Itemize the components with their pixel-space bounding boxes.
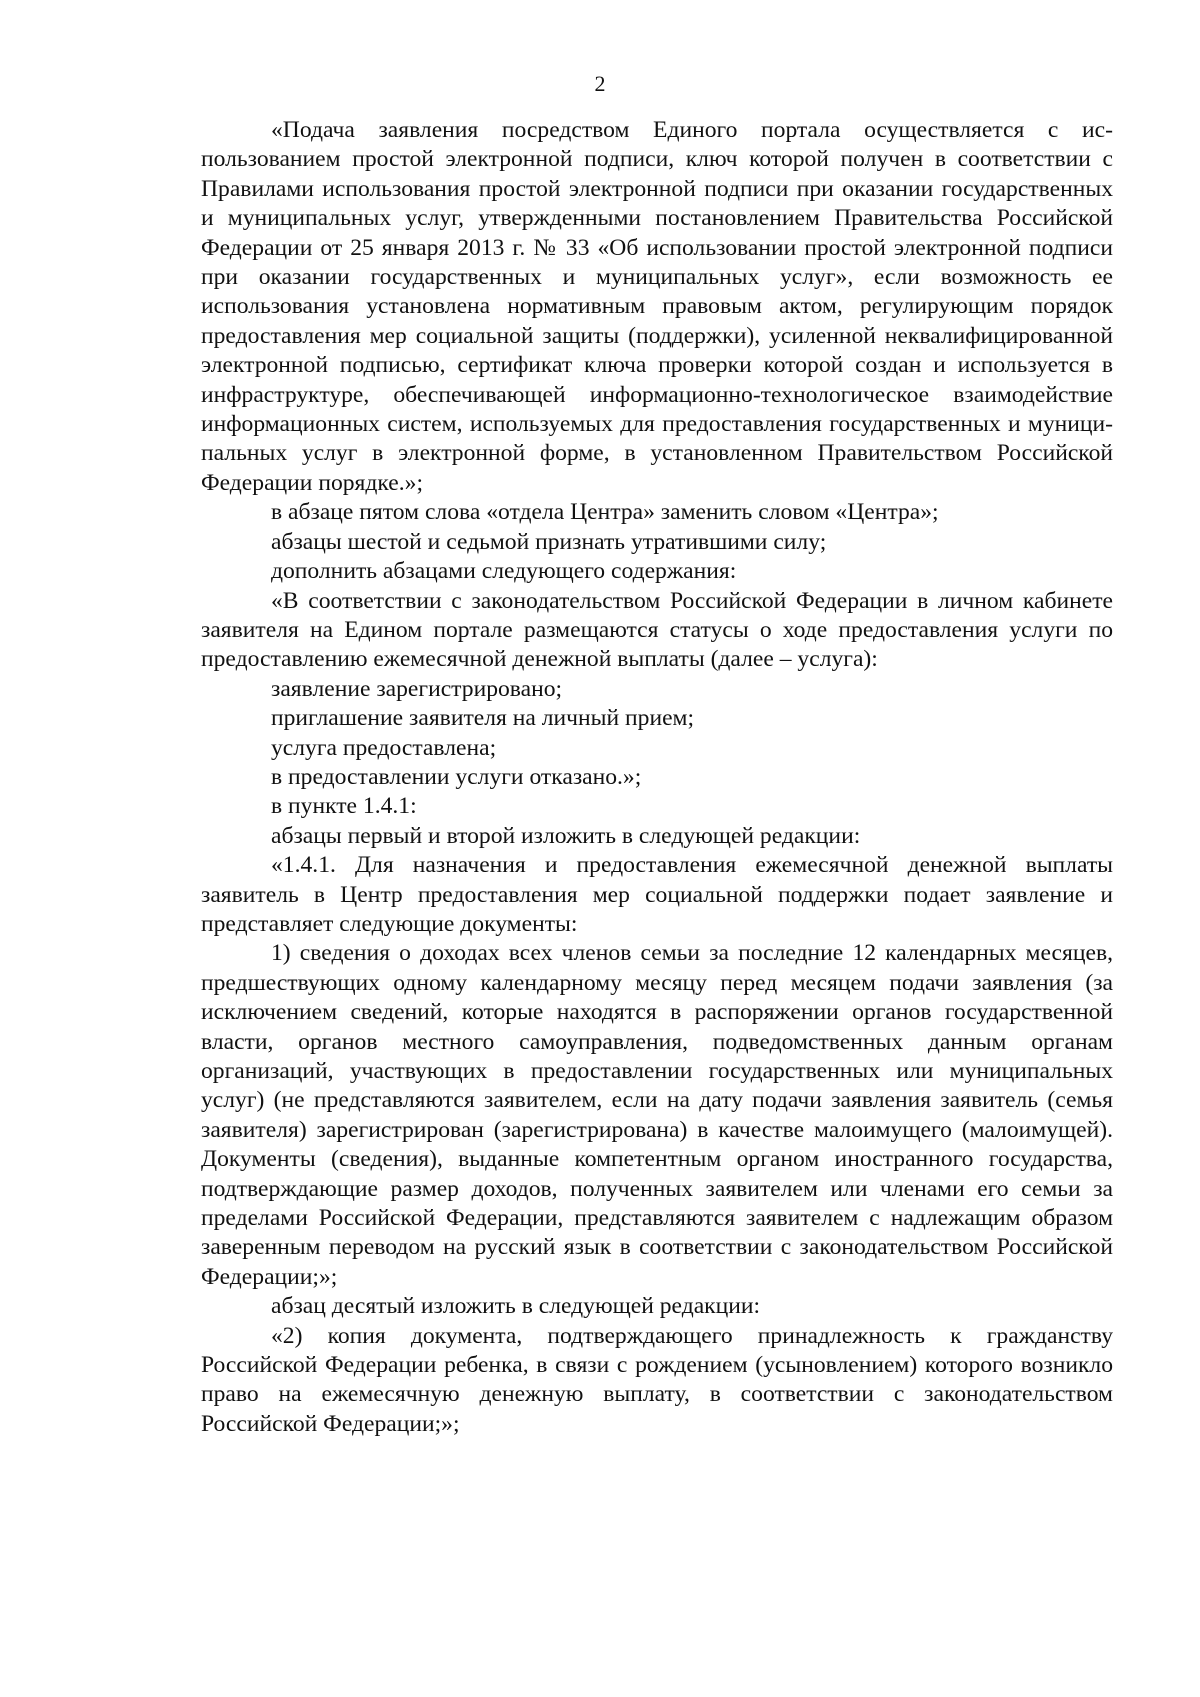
paragraph-amend-tenth: абзац десятый изложить в следующей редакции:	[271, 1293, 761, 1320]
status-item-invitation: приглашение заявителя на личный прием;	[271, 705, 695, 732]
paragraph-electronic-signature: «Подача заявления посредством Единого портала осуществляется с использованием простой электронной подписи, ключ которой получен в соответствии с Правилами использования простой электронной подписи при оказании государственных и муниципальных услуг, утвержденными постановлением Правительства Российской Федерации от 25 января 2013 г. № 33 «Об использовании простой электронной подписи при оказании государственных и муниципальных услуг», если возможность ее использования установлена нормативным правовым актом, регулирующим порядок предоставления мер социальной защиты (поддержки), усиленной неквалифицированной электронной подписью, сертификат ключа проверки которой создан и используется в инфраструктуре, обеспечивающей информационно-технологическое взаимодействие информационных систем, используемых для предоставления государственных и муниципальных услуг в электронной форме, в установленном Правительством Российской Федерации порядке.»;	[201, 117, 1113, 496]
paragraph-supplement: дополнить абзацами следующего содержания:	[271, 558, 737, 585]
paragraph-income-info: 1) сведения о доходах всех членов семьи за последние 12 календарных месяцев, предшествующих одному календарному месяцу перед месяцем подачи заявления (за исключением сведений, которые находятся в распоряжении органов государственной власти, органов местного самоуправления, подведомственных данным органам организаций, участвующих в предоставлении государственных или муниципальных услуг) (не представляются заявителем, если на дату подачи заявления заявитель (семья заявителя) зарегистрирован (зарегистрирована) в качестве малоимущего (малоимущей). Документы (сведения), выданные компетентным органом иностранного государства, подтверждающие размер доходов, полученных заявителем или членами его семьи за пределами Российской Федерации, представляются заявителем с надлежащим образом заверенным переводом на русский язык в соответствии с законодательством Российской Федерации;»;	[201, 940, 1113, 1290]
paragraph-amend-fifth: в абзаце пятом слова «отдела Центра» заменить словом «Центра»;	[271, 499, 939, 526]
document-body	[201, 116, 1113, 1439]
paragraph-amend-first-second: абзацы первый и второй изложить в следующей редакции:	[271, 822, 861, 849]
status-item-refused: в предоставлении услуги отказано.»;	[271, 763, 642, 790]
paragraph-statuses-intro: «В соответствии с законодательством Российской Федерации в личном кабинете заявителя на Едином портале размещаются статусы о ходе предоставления услуги по предоставлению ежемесячной денежной выплаты (далее – услуга):	[201, 587, 1113, 673]
page-number: 2	[594, 71, 606, 96]
paragraph-citizenship-doc: «2) копия документа, подтверждающего принадлежность к гражданству Российской Федерации ребенка, в связи с рождением (усыновлением) которого возникло право на ежемесячную денежную выплату, в соответствии с законодательством Российской Федерации;»;	[201, 1322, 1113, 1437]
paragraph-clause-reference: в пункте 1.4.1:	[271, 793, 417, 820]
status-item-provided: услуга предоставлена;	[271, 734, 497, 761]
status-item-registered: заявление зарегистрировано;	[271, 675, 563, 702]
paragraph-repeal: абзацы шестой и седьмой признать утратившими силу;	[271, 528, 827, 555]
paragraph-clause-1-4-1: «1.4.1. Для назначения и предоставления ежемесячной денежной выплаты заявитель в Центр предоставления мер социальной поддержки подает заявление и представляет следующие документы:	[201, 852, 1113, 937]
